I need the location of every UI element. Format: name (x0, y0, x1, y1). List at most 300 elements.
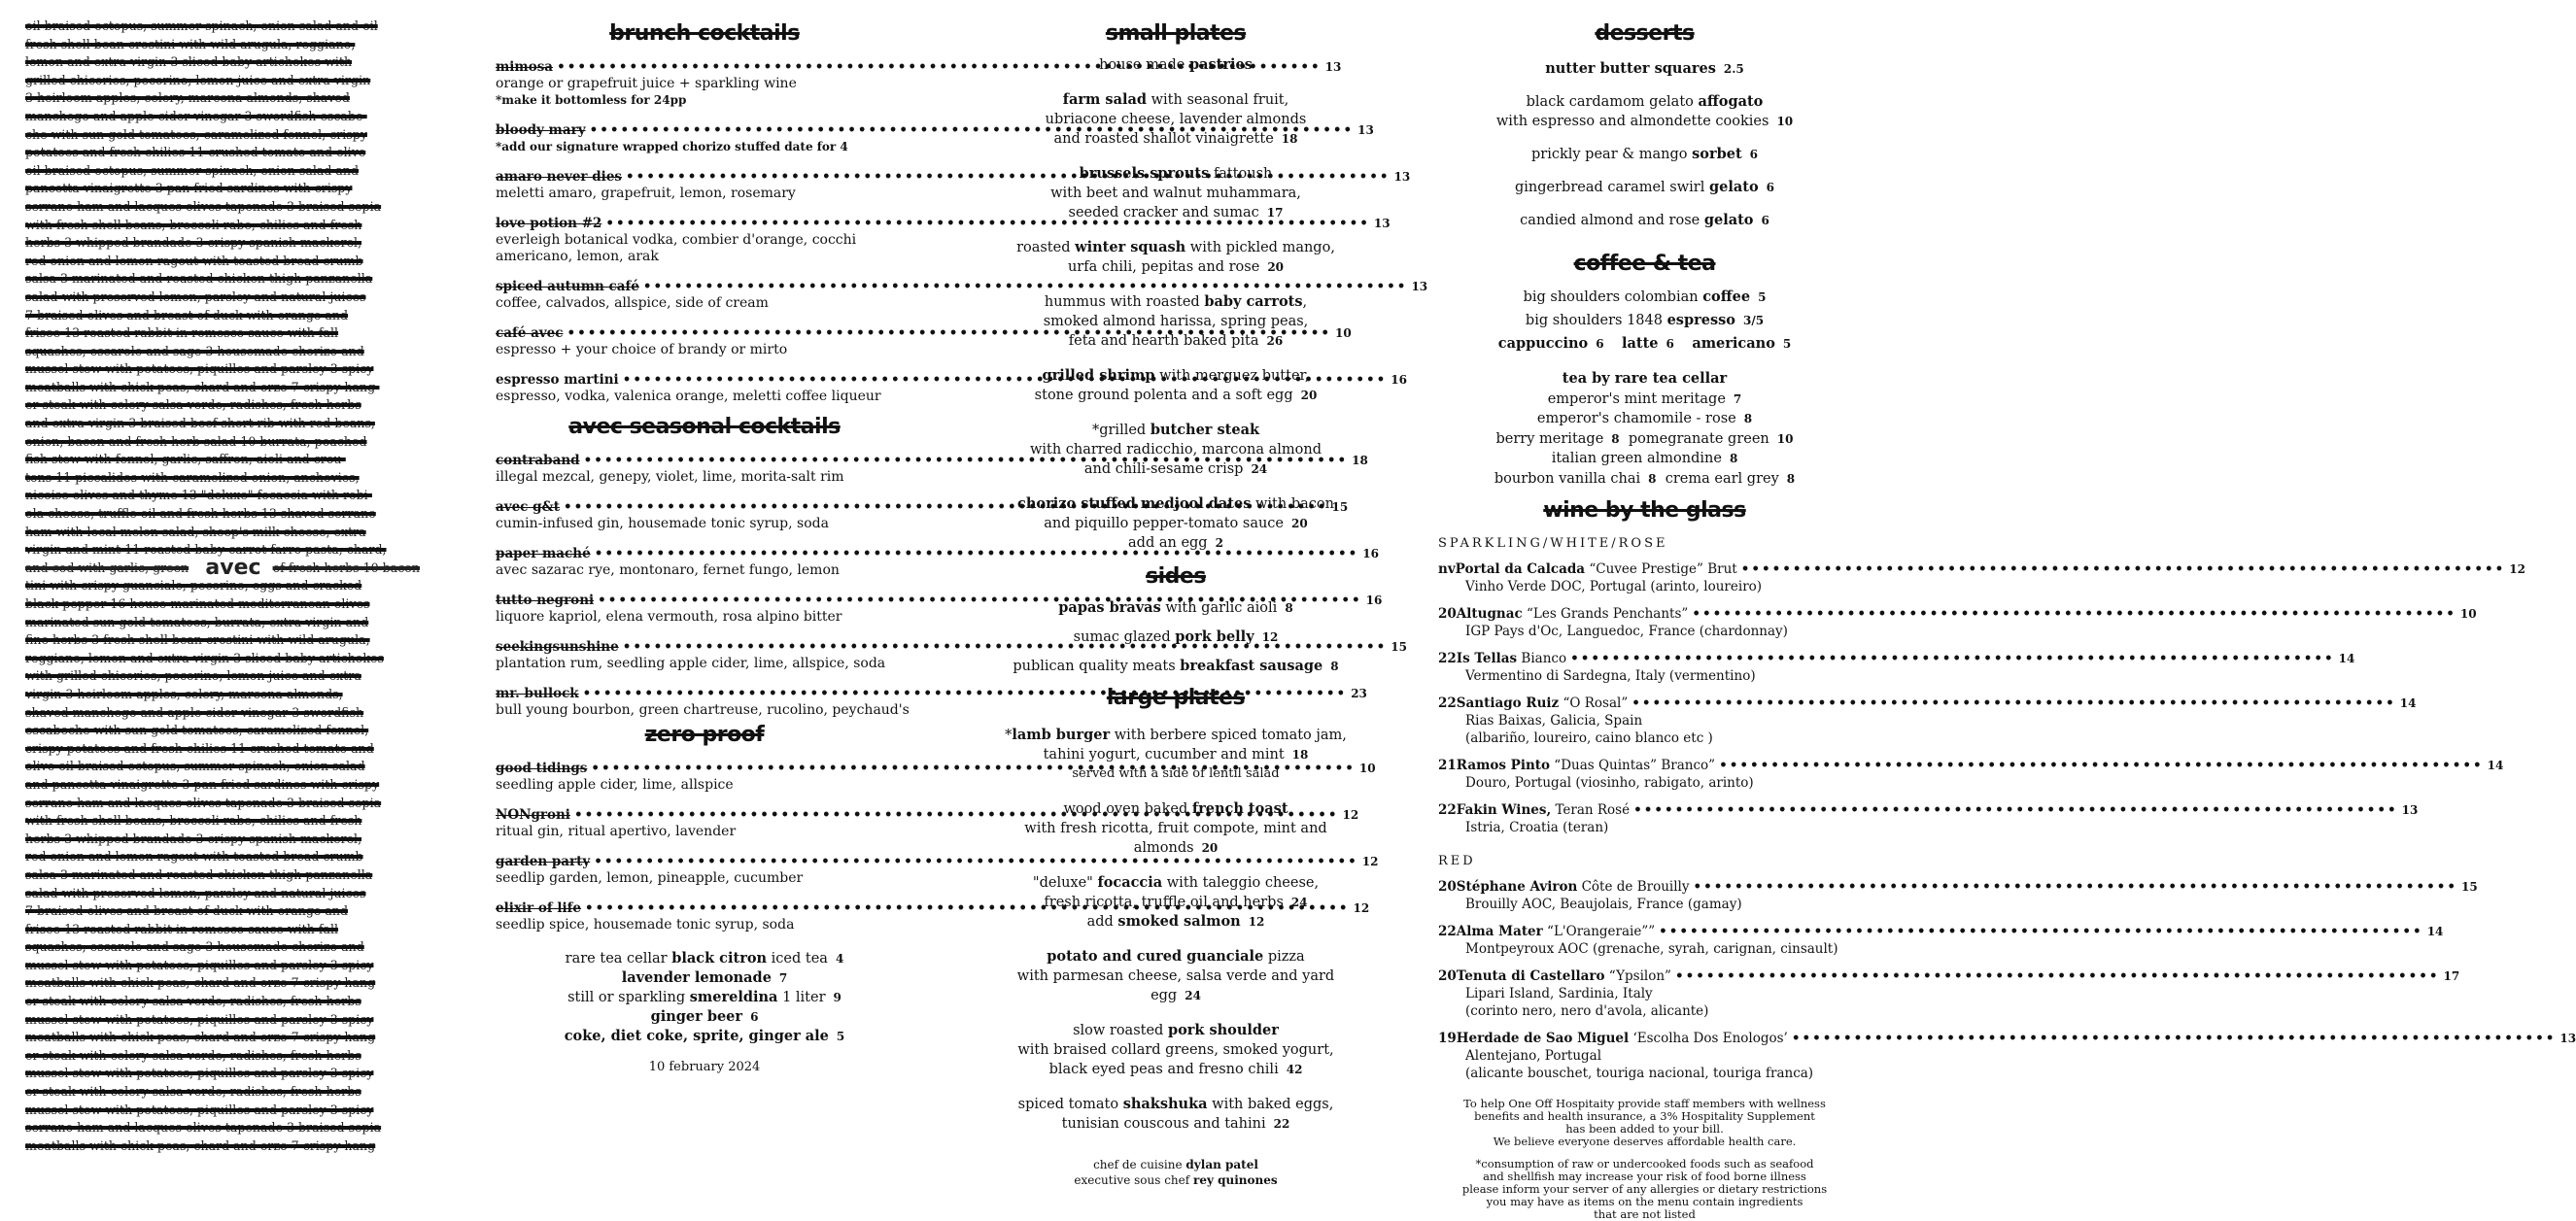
sous-pre: executive sous chef (1074, 1173, 1194, 1187)
latte-price: 6 (1666, 337, 1674, 351)
cocktail-description: seedlip garden, lemon, pineapple, cucumber (496, 870, 804, 886)
leader-dots (1570, 650, 2335, 667)
leader-dots (1792, 1030, 2557, 1047)
wine-price: 14 (2487, 759, 2504, 772)
wine-vintage: 22 (1438, 924, 1457, 939)
menu-item-line (1001, 657, 1351, 676)
menu-item (1438, 145, 1851, 164)
soft-drink-price: 4 (835, 952, 844, 966)
wine-vintage: 22 (1438, 695, 1457, 711)
struck-line: crispy potatoes and fresh chilies 11 crushed tomato and (25, 740, 374, 756)
cocktail-name: mr. bullock (496, 686, 579, 701)
fine-print-line: benefits and health insurance, a 3% Hospitality Supplement (1474, 1109, 1815, 1123)
plate-desc: with fresh ricotta, fruit compote, mint and almonds (1024, 821, 1327, 856)
struck-line: mussel stew with potatoes, piquillos and parsley 3 spicy (25, 361, 374, 377)
add-egg-price: 2 (1215, 536, 1223, 550)
wine-row (1438, 757, 2504, 774)
menu-item-name: pork belly (1175, 628, 1254, 645)
plate-line (1001, 164, 1351, 184)
cocktail-price: 15 (1331, 500, 1349, 514)
struck-line: tons 11 piccalidos with caramelized onion, anchovies, (25, 469, 360, 485)
plate-desc: with bacon (1251, 496, 1334, 512)
struck-line: reggiano, lemon and extra virgin 3 sliced baby artichokes (25, 650, 384, 665)
leader-dots (1631, 695, 2396, 712)
plate-line (1001, 440, 1351, 459)
plate-name: pork shoulder (1167, 1022, 1279, 1038)
menu-item-pre: gingerbread caramel swirl (1515, 180, 1709, 195)
plate-item (1001, 1095, 1351, 1134)
plate-desc: black eyed peas and fresno chili (1048, 1062, 1279, 1077)
struck-line: salad with preserved lemon, parsley and natural juices (25, 288, 366, 304)
struck-line: salad with preserved lemon, parsley and natural juices (25, 885, 366, 900)
plate-desc: ubriacone cheese, lavender almonds (1045, 112, 1307, 127)
plate-name: chorizo stuffed medjool dates (1017, 495, 1252, 512)
plate-price: 18 (1291, 748, 1309, 762)
plate-desc: with charred radicchio, marcona almond (1029, 442, 1322, 458)
wine-item (1438, 967, 2460, 1020)
plate-line (1001, 203, 1351, 222)
wine-vintage: 20 (1438, 968, 1457, 984)
cocktail-price: 13 (1373, 217, 1391, 230)
cocktail-row (496, 279, 1428, 295)
cappuccino-name: cappuccino (1497, 335, 1589, 352)
cocktail-price: 15 (1391, 640, 1407, 654)
wine-cuvee: Bianco (1517, 651, 1567, 666)
fine-print-line: that are not listed (1594, 1207, 1696, 1221)
wine-cuvee: Teran Rosé (1551, 802, 1631, 818)
desserts-heading: desserts (1595, 21, 1695, 46)
struck-line: mussel stew with potatoes, piquillos and parsley 3 spicy (25, 1102, 374, 1117)
cocktail-description: coffee, calvados, allspice, side of cream (496, 295, 769, 311)
plate-name: focaccia (1097, 874, 1163, 891)
tea-price: 8 (1611, 431, 1620, 446)
struck-line: che with sun gold tomatoes, caramelized fennel, crispy (25, 126, 367, 142)
plate-item (1001, 421, 1351, 479)
struck-line: 3 heirloom apples, celery, marcona almonds, shaved (25, 90, 350, 106)
menu-item-price: 6 (1749, 148, 1759, 161)
wine-vintage: 21 (1438, 758, 1457, 773)
wine-name (1457, 923, 1655, 940)
tea-price: 8 (1786, 471, 1796, 486)
plate-price: 20 (1300, 389, 1318, 402)
plate-line (1001, 1040, 1351, 1060)
small-plates-list (1001, 90, 1351, 533)
plate-line (1001, 421, 1351, 440)
wine-price: 13 (2559, 1032, 2576, 1045)
struck-line: er steak with celery salsa verde, radishes, fresh herbs (25, 1047, 361, 1063)
plate-line (1001, 893, 1351, 912)
wine-region: IGP Pays d'Oc, Languedoc, France (chardonnay) (1465, 624, 1788, 639)
cocktail-price: 13 (1393, 170, 1411, 184)
cocktail-name: tutto negroni (496, 593, 595, 608)
espresso-line (1438, 309, 1851, 332)
struck-line: herbs 3 whipped brandade 3 crispy spanish mackerel, (25, 235, 362, 251)
struck-line: potatoes and fresh chilies 11 crushed tomato and olive (25, 145, 366, 160)
plate-desc: smoked almond harissa, spring peas, (1043, 314, 1309, 329)
plate-line (1001, 366, 1351, 386)
plate-item (1001, 726, 1351, 784)
soft-drink-name: ginger beer (650, 1008, 743, 1025)
wine-producer: Altugnac (1456, 606, 1523, 622)
cocktail-description: ritual gin, ritual apertivo, lavender (496, 824, 737, 839)
large-plates-heading: large plates (1106, 686, 1246, 710)
zero-proof-heading: zero proof (644, 723, 765, 747)
cocktail-row (496, 546, 1379, 562)
cocktail-price: 13 (1357, 123, 1374, 137)
menu-item-price: 8 (1285, 601, 1293, 615)
soft-drink-item (496, 1007, 913, 1027)
menu-item-name: breakfast sausage (1180, 658, 1323, 674)
struck-line: serrano ham and lacques olives tapenade 3 braised sepia (25, 795, 382, 810)
struck-line: lemon and extra virgin 3 sliced baby artichokes with (25, 54, 353, 70)
leader-dots (1741, 560, 2506, 578)
soft-drink-item (496, 988, 913, 1007)
struck-line: virgin 3 heirloom apples, celery, marcona almonds, (25, 686, 343, 701)
plate-line (1001, 331, 1351, 351)
plate-line (1001, 90, 1351, 110)
wine-region: Brouilly AOC, Beaujolais, France (gamay) (1465, 897, 1742, 912)
menu-item (1438, 59, 1851, 79)
cocktail-row (496, 216, 1391, 232)
wine-region: Vermentino di Sardegna, Italy (vermentino) (1465, 668, 1756, 684)
menu-item-name: gelato (1708, 179, 1759, 195)
plate-line (1001, 726, 1351, 745)
wine-item (1438, 695, 2417, 747)
wine-price: 13 (2401, 803, 2419, 817)
plate-item (1001, 947, 1351, 1005)
plate-line (1001, 1095, 1351, 1114)
plate-name: french toast (1191, 800, 1288, 817)
sides-list (1001, 598, 1351, 676)
struck-line: squashes, escarole and sage 3 housemade chorizo and (25, 343, 364, 358)
desserts-list (1438, 59, 1851, 230)
fine-print-line: To help One Off Hospitaity provide staff members with wellness (1463, 1097, 1826, 1110)
leader-dots (1693, 878, 2457, 896)
struck-line: virgin and mint 11 roasted baby carrot farro pasta, chard, (25, 542, 387, 558)
struck-line: er steak with celery salsa verde, radishes, fresh herbs (25, 1084, 361, 1100)
wine-heading: wine by the glass (1543, 498, 1746, 523)
struck-line: oil braised octopus, summer spinach, onion salad and (25, 162, 360, 178)
soft-drinks-list (496, 949, 913, 1046)
menu-item (1438, 92, 1851, 131)
struck-line: oil braised octopus, summer spinach, onion salad and oil (25, 18, 378, 33)
struck-line: pancetta vinaigrette 3 pan fried sardines with crispy (25, 181, 353, 196)
wine-vintage: nv (1438, 561, 1456, 577)
struck-line: fish stew with fennel, garlic, saffron, aioli and crou- (25, 452, 346, 467)
struck-line: meatballs with chick peas, chard and orzo 7 crispy hang (25, 1030, 376, 1045)
struck-line: serrano ham and lacques olives tapenade 3 braised sepia (25, 198, 382, 214)
struck-line: frisee 13 roasted rabbit in romesco sauce with fall (25, 325, 339, 341)
cocktail-description: espresso, vodka, valenica orange, meletti coffee liqueur (496, 389, 881, 404)
plate-pre: "deluxe" (1032, 875, 1098, 891)
tea-price: 8 (1743, 412, 1753, 425)
tea-item (1438, 449, 1851, 469)
cocktail-description: espresso + your choice of brandy or mirto (496, 342, 788, 357)
cocktail-note: *add our signature wrapped chorizo stuffed date for 4 (496, 140, 848, 153)
coffee-tea-heading: coffee & tea (1573, 252, 1716, 276)
coffee-price: 5 (1758, 290, 1767, 304)
cocktail-name: love potion #2 (496, 216, 602, 231)
plate-item (1001, 164, 1351, 222)
wine-cuvee: “Duas Quintas” Branco” (1550, 758, 1716, 773)
plate-desc: seeded cracker and sumac (1068, 205, 1259, 220)
menu-item-name: sorbet (1692, 146, 1742, 162)
wine-producer: Herdade de Sao Miguel (1456, 1031, 1630, 1046)
plate-line (1001, 238, 1351, 257)
wine-item (1438, 923, 2444, 958)
cocktail-name: bloody mary (496, 122, 586, 138)
cocktail-price: 23 (1351, 687, 1367, 700)
menu-item-line (1438, 178, 1851, 197)
plate-name: butcher steak (1150, 422, 1260, 438)
cocktail-row (496, 854, 1379, 870)
wine-cuvee: “Les Grands Penchants” (1522, 606, 1689, 622)
plate-item (1001, 494, 1351, 533)
pastries-pre: house made (1099, 57, 1189, 73)
plate-name: lamb burger (1012, 727, 1111, 743)
menu-item-price: 8 (1330, 660, 1339, 673)
wine-region: Douro, Portugal (viosinho, rabigato, arinto) (1465, 775, 1754, 791)
plate-line (1001, 1114, 1351, 1134)
espresso-price: 3/5 (1742, 314, 1765, 327)
wine-region: (corinto nero, nero d'avola, alicante) (1465, 1003, 1709, 1019)
pastries-line (1001, 55, 1351, 75)
wine-category-white: SPARKLING/WHITE/ROSE (1438, 536, 1668, 551)
struck-line: with fresh shell beans, broccoli rabe, chilies and fresh (25, 217, 362, 232)
struck-line: shaved manchego and apple cider vinegar 3 swordfish (25, 704, 364, 720)
plate-desc: stone ground polenta and a soft egg (1034, 388, 1293, 403)
americano-price: 5 (1782, 337, 1792, 351)
struck-menu-column (25, 0, 441, 1207)
menu-item-post: with garlic aioli (1160, 600, 1278, 616)
plate-line (1001, 184, 1351, 203)
wine-name (1457, 695, 1628, 712)
plate-name: farm salad (1062, 91, 1148, 108)
menu-item-line (1438, 92, 1851, 112)
cocktail-price: 13 (1411, 280, 1428, 293)
soft-drink-price: 6 (750, 1010, 759, 1024)
menu-item-line (1001, 598, 1351, 618)
struck-line: 7 braised olives and breast of duck with orange and (25, 903, 349, 919)
avec-cocktails-heading: avec seasonal cocktails (568, 415, 841, 439)
menu-item (1001, 627, 1351, 647)
soft-drink-price: 7 (778, 971, 788, 985)
cocktail-price: 12 (1353, 901, 1370, 915)
cocktail-description: orange or grapefruit juice + sparkling wine (496, 76, 797, 91)
plate-line (1001, 459, 1351, 479)
wine-name (1457, 878, 1690, 896)
struck-lines-top (25, 17, 441, 560)
plate-desc: with seasonal fruit, (1147, 92, 1289, 108)
plate-note: served with a side of lentil salad (1072, 766, 1280, 781)
plate-line (1001, 110, 1351, 129)
tea-name: pomegranate green (1628, 430, 1769, 447)
tea-price: 10 (1776, 431, 1794, 446)
small-plates-heading: small plates (1105, 21, 1247, 46)
fine-print-line: you may have as items on the menu contain ingredients (1486, 1195, 1803, 1208)
wine-price: 17 (2443, 969, 2460, 983)
menu-item-price: 2.5 (1723, 62, 1744, 76)
plate-pre: slow roasted (1073, 1023, 1168, 1038)
wine-price: 12 (2509, 562, 2525, 576)
struck-line: salsa 3 marinated and roasted chicken thigh panzanella (25, 271, 373, 287)
menu-item-line (1001, 627, 1351, 647)
struck-line: er steak with celery salsa verde, radishes, fresh herbs (25, 397, 361, 413)
wine-cuvee: “L'Orangeraie”” (1542, 924, 1656, 939)
plate-name: shakshuka (1122, 1096, 1208, 1112)
plate-price: 17 (1266, 206, 1284, 220)
struck-line: ham with local melon salad, sheep's milk cheese, extra (25, 524, 366, 539)
struck-line: squashes, escarole and sage 3 housemade chorizo and (25, 939, 364, 955)
cocktail-price: 12 (1342, 808, 1359, 822)
chef-credits (1001, 1157, 1351, 1188)
wine-row (1438, 1030, 2576, 1047)
cocktail-price: 10 (1358, 762, 1376, 775)
plate-item (1001, 238, 1351, 277)
plate-price: 26 (1266, 334, 1284, 348)
cocktail-name: contraband (496, 453, 580, 468)
soft-drink-price: 9 (833, 991, 841, 1004)
wine-item (1438, 1030, 2576, 1082)
menu-item (1438, 211, 1851, 230)
wine-row (1438, 695, 2417, 712)
plate-desc: with berbere spiced tomato jam, (1110, 728, 1347, 743)
plate-line (1001, 745, 1351, 764)
plate-desc: feta and hearth baked pita (1068, 333, 1259, 349)
wine-vintage: 19 (1438, 1031, 1457, 1046)
soft-drink-name: smereldina (689, 989, 778, 1005)
struck-line: grilled chicories, pecorino, lemon juice and extra virgin (25, 72, 371, 87)
menu-item-price: 6 (1761, 214, 1769, 227)
cocktail-row (496, 639, 1407, 656)
fine-print-line: please inform your server of any allergies or dietary restrictions (1461, 1182, 1828, 1196)
menu-item-desc: with espresso and almondette cookies (1495, 114, 1769, 129)
wine-item (1438, 878, 2478, 913)
americano-name: americano (1692, 335, 1775, 352)
cocktail-name: mimosa (496, 59, 554, 75)
struck-line: olive oil braised octopus, summer spinach, onion salad (25, 759, 365, 774)
plate-name: brussels sprouts (1079, 165, 1210, 182)
wine-region: (alicante bouschet, touriga nacional, touriga franca) (1465, 1066, 1814, 1081)
wine-name (1457, 605, 1689, 623)
wine-cuvee: “Cuvee Prestige” Brut (1585, 561, 1737, 577)
struck-line: nicoise olives and thyme 13 "deluxe" focaccia with robi- (25, 488, 372, 503)
plate-price: 24 (1185, 989, 1201, 1002)
soft-drink-pre: rare tea cellar (565, 951, 672, 967)
plate-desc: with baked eggs, (1207, 1097, 1334, 1112)
plate-desc: tahini yogurt, cucumber and mint (1043, 747, 1285, 763)
plate-item (1001, 292, 1351, 351)
menu-item-pre: candied almond and rose (1520, 213, 1704, 228)
menu-item-pre: black cardamom gelato (1526, 94, 1699, 110)
cappuccino-price: 6 (1596, 337, 1604, 351)
add-salmon-name: smoked salmon (1117, 913, 1241, 930)
wine-row (1438, 605, 2477, 623)
menu-item-price: 10 (1776, 115, 1794, 128)
struck-line: tini with crispy guanciale, pecorino, eggs and cracked (25, 578, 362, 594)
cocktail-price: 12 (1361, 855, 1379, 868)
plate-desc: with taleggio cheese, (1162, 875, 1320, 891)
cocktail-name: spiced autumn café (496, 279, 639, 294)
plate-desc: and piquillo pepper-tomato sauce (1044, 516, 1285, 531)
menu-item-name: papas bravas (1058, 599, 1161, 616)
struck-fragment-left: and cod with garlic, green (25, 560, 189, 575)
wine-cuvee: “Ypsilon” (1604, 968, 1671, 984)
cocktail-name: elixir of life (496, 900, 582, 916)
cocktail-price: 16 (1391, 373, 1407, 387)
wine-region: Vinho Verde DOC, Portugal (arinto, loureiro) (1465, 579, 1763, 594)
chef-name: dylan patel (1185, 1158, 1258, 1171)
struck-line: red onion and lemon ragout with toasted bread crumb (25, 253, 363, 268)
soft-drink-name: black citron (671, 950, 768, 967)
sous-chef-line (1001, 1172, 1351, 1188)
cocktail-price: 18 (1352, 454, 1368, 467)
struck-line: and pancetta vinaigrette 3 pan fried sardines with crispy (25, 776, 380, 792)
soft-drink-name: coke, diet coke, sprite, ginger ale (564, 1028, 829, 1044)
wine-name (1457, 650, 1566, 667)
soft-drink-item (496, 968, 913, 988)
coffee-pre: big shoulders colombian (1523, 289, 1703, 305)
plate-line (1001, 514, 1351, 533)
cocktail-description: cumin-infused gin, housemade tonic syrup, soda (496, 516, 829, 531)
struck-fragment-right: of fresh herbs 10 bacon (272, 560, 420, 575)
coffee-line (1438, 286, 1851, 309)
struck-line: salsa 3 marinated and roasted chicken thigh panzanella (25, 866, 373, 882)
wine-item (1438, 650, 2355, 685)
coffee-list (1438, 286, 1851, 356)
plate-desc: with pickled mango, (1185, 240, 1335, 255)
sides-heading: sides (1146, 564, 1206, 589)
soft-drink-pre: still or sparkling (567, 990, 690, 1005)
menu-item-pre: sumac glazed (1073, 629, 1176, 645)
plate-name: potato and cured guanciale (1047, 948, 1264, 965)
struck-line: ola cheese, truffle oil and fresh herbs 13 shaved serrano (25, 506, 376, 522)
plate-price: 18 (1281, 132, 1298, 146)
wine-cuvee: Côte de Brouilly (1577, 879, 1690, 895)
plate-line (1001, 1060, 1351, 1079)
plate-pre: spiced tomato (1017, 1097, 1123, 1112)
plate-desc: tunisian couscous and tahini (1061, 1116, 1266, 1132)
plate-line (1001, 257, 1351, 277)
wine-region: (albariño, loureiro, caino blanco etc ) (1465, 730, 1713, 746)
cocktail-description: liquore kapriol, elena vermouth, rosa alpino bitter (496, 609, 842, 625)
struck-line: marinated sun gold tomatoes, burrata, extra virgin and (25, 614, 369, 629)
plate-desc: and roasted shallot vinaigrette (1053, 131, 1274, 147)
chef-line (1001, 1157, 1351, 1172)
plate-pre: roasted (1016, 240, 1076, 255)
menu-item-line (1438, 59, 1851, 79)
leader-dots (1659, 923, 2423, 940)
wine-vintage: 20 (1438, 606, 1457, 622)
sous-chef-name: rey quinones (1193, 1173, 1278, 1187)
cocktail-price: 16 (1362, 547, 1379, 560)
wine-price: 14 (2426, 925, 2444, 938)
wine-producer: Santiago Ruiz (1456, 695, 1560, 711)
tea-item (1438, 409, 1851, 429)
tea-price: 7 (1733, 391, 1742, 406)
plate-desc: with braised collard greens, smoked yogurt, (1017, 1042, 1334, 1058)
large-plates-list (1001, 726, 1351, 1134)
tea-price: 8 (1648, 471, 1657, 486)
struck-line: fresh shell bean crostini with wild arugula, reggiano, (25, 36, 356, 51)
white-wine-list (1438, 560, 2525, 836)
plate-item (1001, 799, 1351, 858)
wine-region: Alentejano, Portugal (1465, 1048, 1602, 1064)
plate-line (1001, 799, 1351, 819)
wine-item (1438, 605, 2477, 640)
pastries-bold: pastries (1188, 56, 1253, 73)
struck-line: herbs 3 whipped brandade 3 crispy spanish mackerel, (25, 831, 362, 846)
